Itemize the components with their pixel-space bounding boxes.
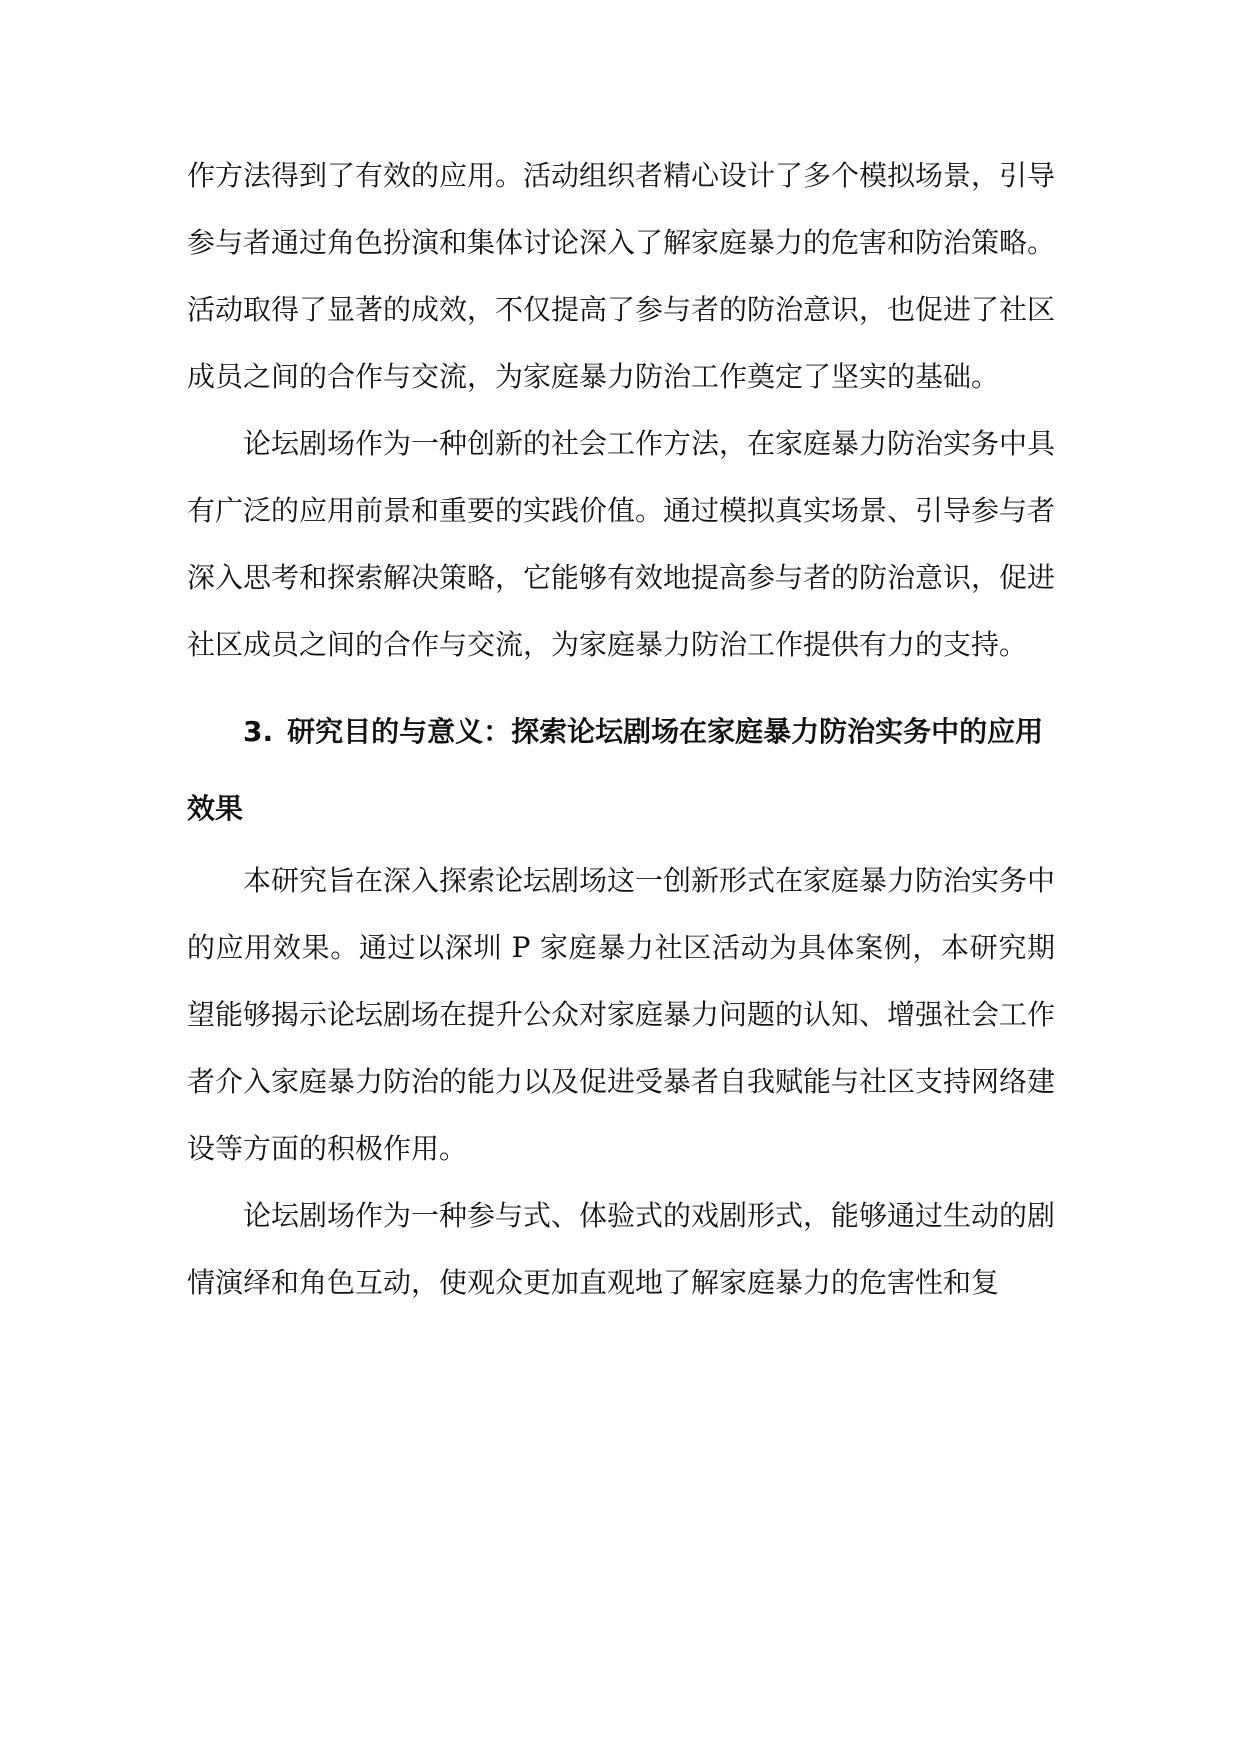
section-number: 3. xyxy=(243,715,274,748)
section-heading xyxy=(187,693,1055,847)
paragraph-forum-theatre-value: 论坛剧场作为一种创新的社会工作方法，在家庭暴力防治实务中具有广泛的应用前景和重要的实践价值。通过模拟真实场景、引导参与者深入思考和探索解决策略，它能够有效地提高参与者的防治意识，促进社区成员之间的合作与交流，为家庭暴力防治工作提供有力的支持。 xyxy=(187,427,1056,661)
document-body xyxy=(187,142,1055,1316)
section-title: 研究目的与意义：探索论坛剧场在家庭暴力防治实务中的应用效果 xyxy=(187,715,1044,825)
paragraph-continuation: 作方法得到了有效的应用。活动组织者精心设计了多个模拟场景，引导参与者通过角色扮演和集体讨论深入了解家庭暴力的危害和防治策略。活动取得了显著的成效，不仅提高了参与者的防治意识，也促进了社区成员之间的合作与交流，为家庭暴力防治工作奠定了坚实的基础。 xyxy=(187,159,1056,393)
paragraph-research-purpose: 本研究旨在深入探索论坛剧场这一创新形式在家庭暴力防治实务中的应用效果。通过以深圳 P 家庭暴力社区活动为具体案例，本研究期望能够揭示论坛剧场在提升公众对家庭暴力问题的认知、增强社会工作者介入家庭暴力防治的能力以及促进受暴者自我赋能与社区支持网络建设等方面的积极作用。 xyxy=(187,864,1056,1165)
paragraph-participatory-form: 论坛剧场作为一种参与式、体验式的戏剧形式，能够通过生动的剧情演绎和角色互动，使观众更加直观地了解家庭暴力的危害性和复 xyxy=(187,1199,1056,1299)
